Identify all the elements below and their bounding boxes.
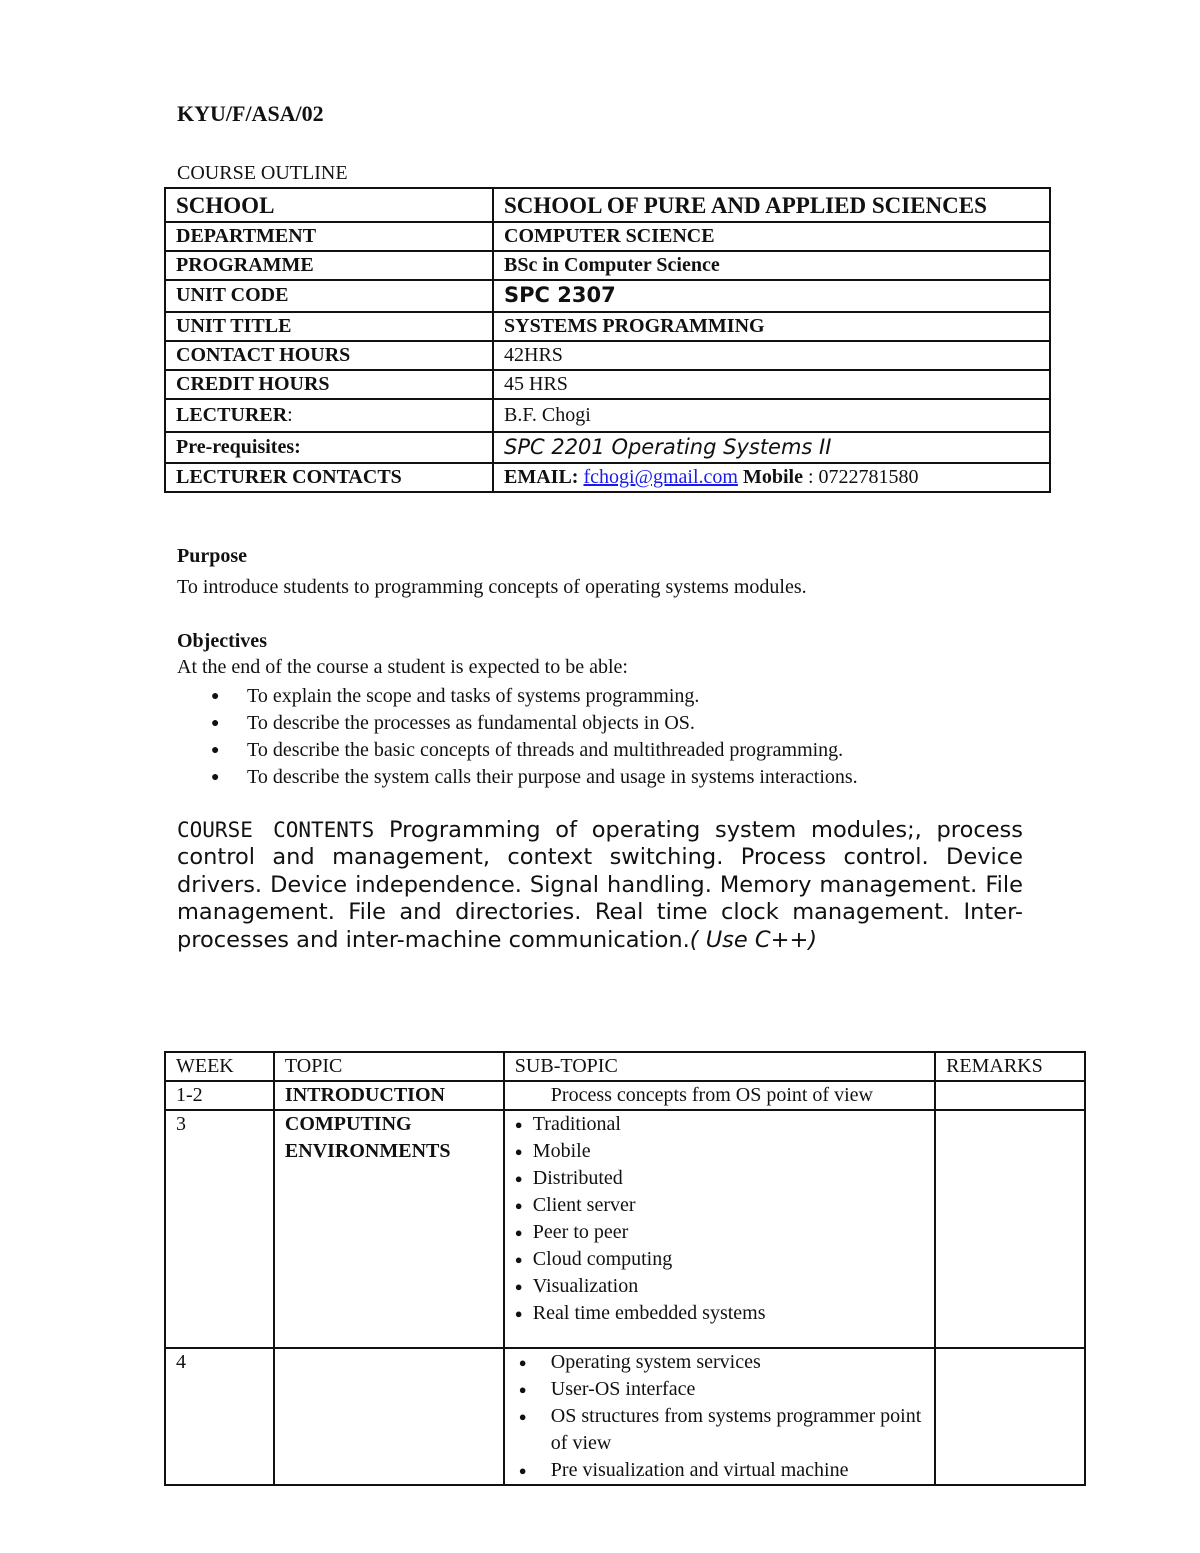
mobile-value: : 0722781580 xyxy=(807,466,919,488)
remarks-cell xyxy=(935,1081,1085,1110)
unit-code-text: SPC 2307 xyxy=(504,283,616,307)
unit-code-label: UNIT CODE xyxy=(165,280,493,312)
header-week: WEEK xyxy=(165,1052,274,1081)
objectives-heading: Objectives xyxy=(177,630,267,652)
objective-item: ● To explain the scope and tasks of systems programming. xyxy=(177,683,858,710)
prerequisites-label: Pre-requisites: xyxy=(165,432,493,463)
contact-hours-value: 42HRS xyxy=(493,341,1050,370)
list-item: ● Distributed xyxy=(515,1165,924,1192)
list-item: ● Traditional xyxy=(515,1111,924,1138)
list-item: ● Cloud computing xyxy=(515,1246,924,1273)
header-subtopic: SUB-TOPIC xyxy=(504,1052,935,1081)
header-remarks: REMARKS xyxy=(935,1052,1085,1081)
subtopic-text: Process concepts from OS point of view xyxy=(550,1084,873,1106)
subtopic-cell xyxy=(504,1110,935,1348)
info-row-programme xyxy=(165,251,1050,280)
info-row-contact-hours xyxy=(165,341,1050,370)
week-cell: 1-2 xyxy=(165,1081,274,1110)
document-title: COURSE OUTLINE xyxy=(177,162,348,184)
lecturer-label-colon: : xyxy=(287,404,293,426)
contact-hours-label: CONTACT HOURS xyxy=(165,341,493,370)
prerequisites-value: SPC 2201 Operating Systems II xyxy=(504,435,832,459)
course-contents-text: Programming of operating system modules;, process control and management, context switching. Process control. Device drivers. Device independence. Signal handling. Memory management. File management. File and directories. Real time clock management. Inter-processes and inter-machine communication. xyxy=(177,817,1023,953)
list-item: ● Client server xyxy=(515,1192,924,1219)
purpose-heading: Purpose xyxy=(177,545,247,567)
course-info-table xyxy=(164,187,1051,493)
purpose-text: To introduce students to programming concepts of operating systems modules. xyxy=(177,576,807,598)
week-cell: 4 xyxy=(165,1348,274,1485)
topic-cell: COMPUTING ENVIRONMENTS xyxy=(274,1110,504,1348)
week-cell: 3 xyxy=(165,1110,274,1348)
mobile-label: Mobile xyxy=(742,466,803,488)
school-value: SCHOOL OF PURE AND APPLIED SCIENCES xyxy=(493,188,1050,222)
info-row-unit-title xyxy=(165,312,1050,341)
unit-title-value: SYSTEMS PROGRAMMING xyxy=(493,312,1050,341)
header-topic: TOPIC xyxy=(274,1052,504,1081)
info-row-lecturer xyxy=(165,399,1050,432)
programme-value: BSc in Computer Science xyxy=(493,251,1050,280)
list-item: ● Visualization xyxy=(515,1273,924,1300)
prerequisites-value-cell xyxy=(493,432,1050,463)
programme-label: PROGRAMME xyxy=(165,251,493,280)
email-label: EMAIL: xyxy=(504,466,579,488)
lecturer-value: B.F. Chogi xyxy=(493,399,1050,432)
topic-cell xyxy=(274,1348,504,1485)
lecturer-label: LECTURER xyxy=(176,404,288,426)
info-row-credit-hours xyxy=(165,370,1050,399)
list-item: ● User-OS interface xyxy=(515,1376,924,1403)
info-row-school xyxy=(165,188,1050,222)
schedule-header-row xyxy=(165,1052,1085,1081)
unit-title-label: UNIT TITLE xyxy=(165,312,493,341)
info-row-prerequisites xyxy=(165,432,1050,463)
objective-item: ● To describe the basic concepts of threads and multithreaded programming. xyxy=(177,737,858,764)
remarks-cell xyxy=(935,1348,1085,1485)
objectives-intro: At the end of the course a student is expected to be able: xyxy=(177,656,628,678)
credit-hours-value: 45 HRS xyxy=(493,370,1050,399)
school-label: SCHOOL xyxy=(165,188,493,222)
department-value: COMPUTER SCIENCE xyxy=(493,222,1050,251)
lecturer-label-cell xyxy=(165,399,493,432)
objective-item: ● To describe the system calls their purpose and usage in systems interactions. xyxy=(177,764,858,791)
subtopic-list xyxy=(515,1111,924,1327)
course-contents xyxy=(177,817,1023,954)
table-row xyxy=(165,1348,1085,1485)
topic-cell: INTRODUCTION xyxy=(274,1081,504,1110)
subtopic-cell xyxy=(504,1081,935,1110)
department-label: DEPARTMENT xyxy=(165,222,493,251)
list-item: ● Mobile xyxy=(515,1138,924,1165)
subtopic-list xyxy=(515,1349,924,1484)
credit-hours-label: CREDIT HOURS xyxy=(165,370,493,399)
contacts-label: LECTURER CONTACTS xyxy=(165,463,493,492)
course-contents-heading: COURSE CONTENTS xyxy=(177,818,375,842)
table-row xyxy=(165,1110,1085,1348)
remarks-cell xyxy=(935,1110,1085,1348)
table-row xyxy=(165,1081,1085,1110)
objectives-list xyxy=(177,683,858,791)
list-item: ● Real time embedded systems xyxy=(515,1300,924,1327)
subtopic-cell xyxy=(504,1348,935,1485)
course-contents-note: ( Use C++) xyxy=(689,926,818,953)
schedule-table xyxy=(164,1051,1086,1486)
info-row-contacts xyxy=(165,463,1050,492)
info-row-department xyxy=(165,222,1050,251)
info-row-unit-code xyxy=(165,280,1050,312)
list-item: ● OS structures from systems programmer point of view xyxy=(515,1403,924,1457)
unit-code-value xyxy=(493,280,1050,312)
objective-item: ● To describe the processes as fundamental objects in OS. xyxy=(177,710,858,737)
email-link[interactable]: fchogi@gmail.com xyxy=(583,466,738,488)
list-item: ● Peer to peer xyxy=(515,1219,924,1246)
contacts-value xyxy=(493,463,1050,492)
document-code: KYU/F/ASA/02 xyxy=(177,101,324,126)
list-item: ● Operating system services xyxy=(515,1349,924,1376)
list-item: ● Pre visualization and virtual machine xyxy=(515,1457,924,1484)
